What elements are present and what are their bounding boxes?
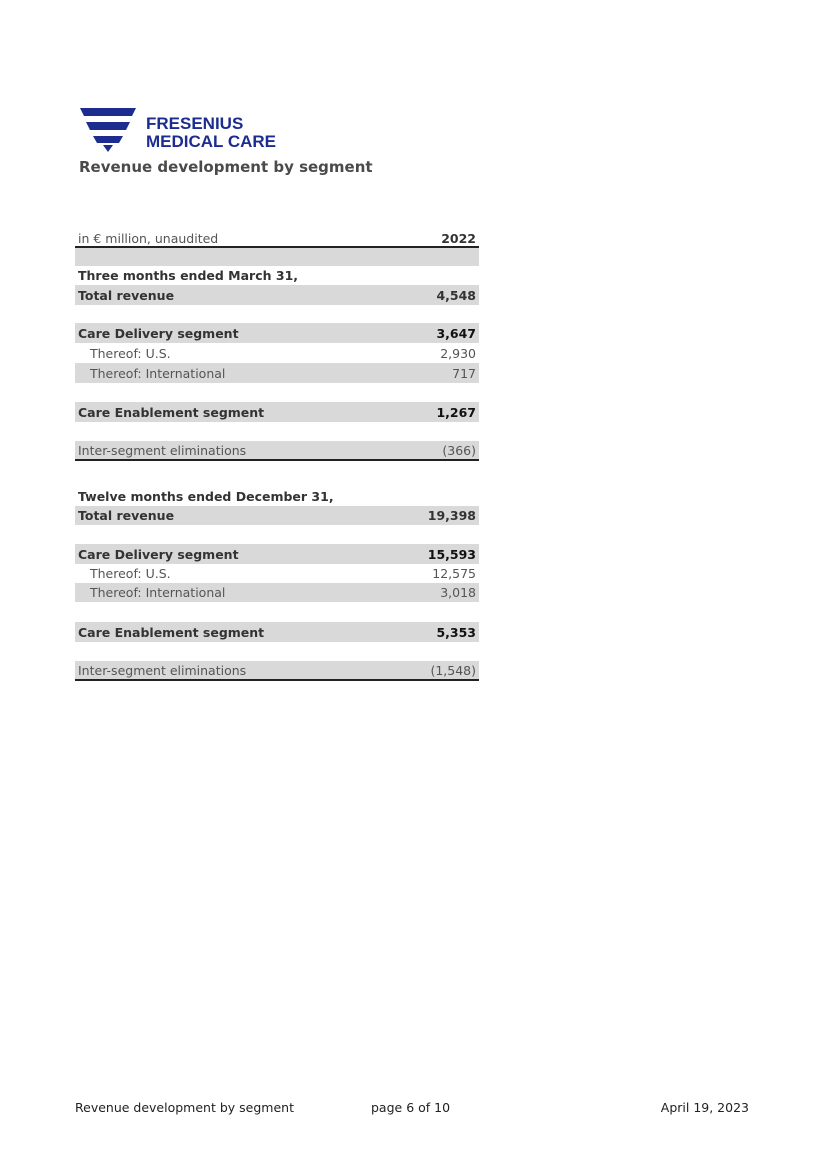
section-heading: Twelve months ended December 31, xyxy=(78,489,334,504)
logo-line-2: MEDICAL CARE xyxy=(146,132,277,151)
unit-label: in € million, unaudited xyxy=(78,230,219,246)
section-heading: Three months ended March 31, xyxy=(78,268,299,283)
logo-mark-icon xyxy=(80,106,136,154)
year-header: 2022 xyxy=(441,230,476,246)
table-row: Inter-segment eliminations (366) xyxy=(75,441,479,461)
section-twelve-months xyxy=(75,487,479,681)
footer-page-number: page 6 of 10 xyxy=(371,1100,451,1115)
revenue-table xyxy=(75,230,479,681)
spacer-row xyxy=(75,248,479,266)
table-row: Care Delivery segment 15,593 xyxy=(75,544,479,564)
logo-line-1: FRESENIUS xyxy=(146,114,244,133)
table-row: Care Enablement segment 5,353 xyxy=(75,622,479,642)
footer-left: Revenue development by segment xyxy=(75,1100,294,1115)
table-row: Thereof: International 3,018 xyxy=(75,583,479,602)
table-row: Total revenue 4,548 xyxy=(75,285,479,305)
logo-text xyxy=(146,115,406,151)
table-row: Thereof: International 717 xyxy=(75,363,479,383)
section-three-months xyxy=(75,266,479,461)
table-row: Total revenue 19,398 xyxy=(75,506,479,525)
table-row: Care Delivery segment 3,647 xyxy=(75,323,479,343)
footer-date: April 19, 2023 xyxy=(660,1100,749,1115)
document-title: Revenue development by segment xyxy=(79,158,373,176)
table-row: Thereof: U.S. 12,575 xyxy=(90,566,476,581)
table-row: Care Enablement segment 1,267 xyxy=(75,402,479,422)
table-row: Thereof: U.S. 2,930 xyxy=(90,345,476,361)
table-header-row xyxy=(75,230,479,248)
table-row: Inter-segment eliminations (1,548) xyxy=(75,661,479,681)
